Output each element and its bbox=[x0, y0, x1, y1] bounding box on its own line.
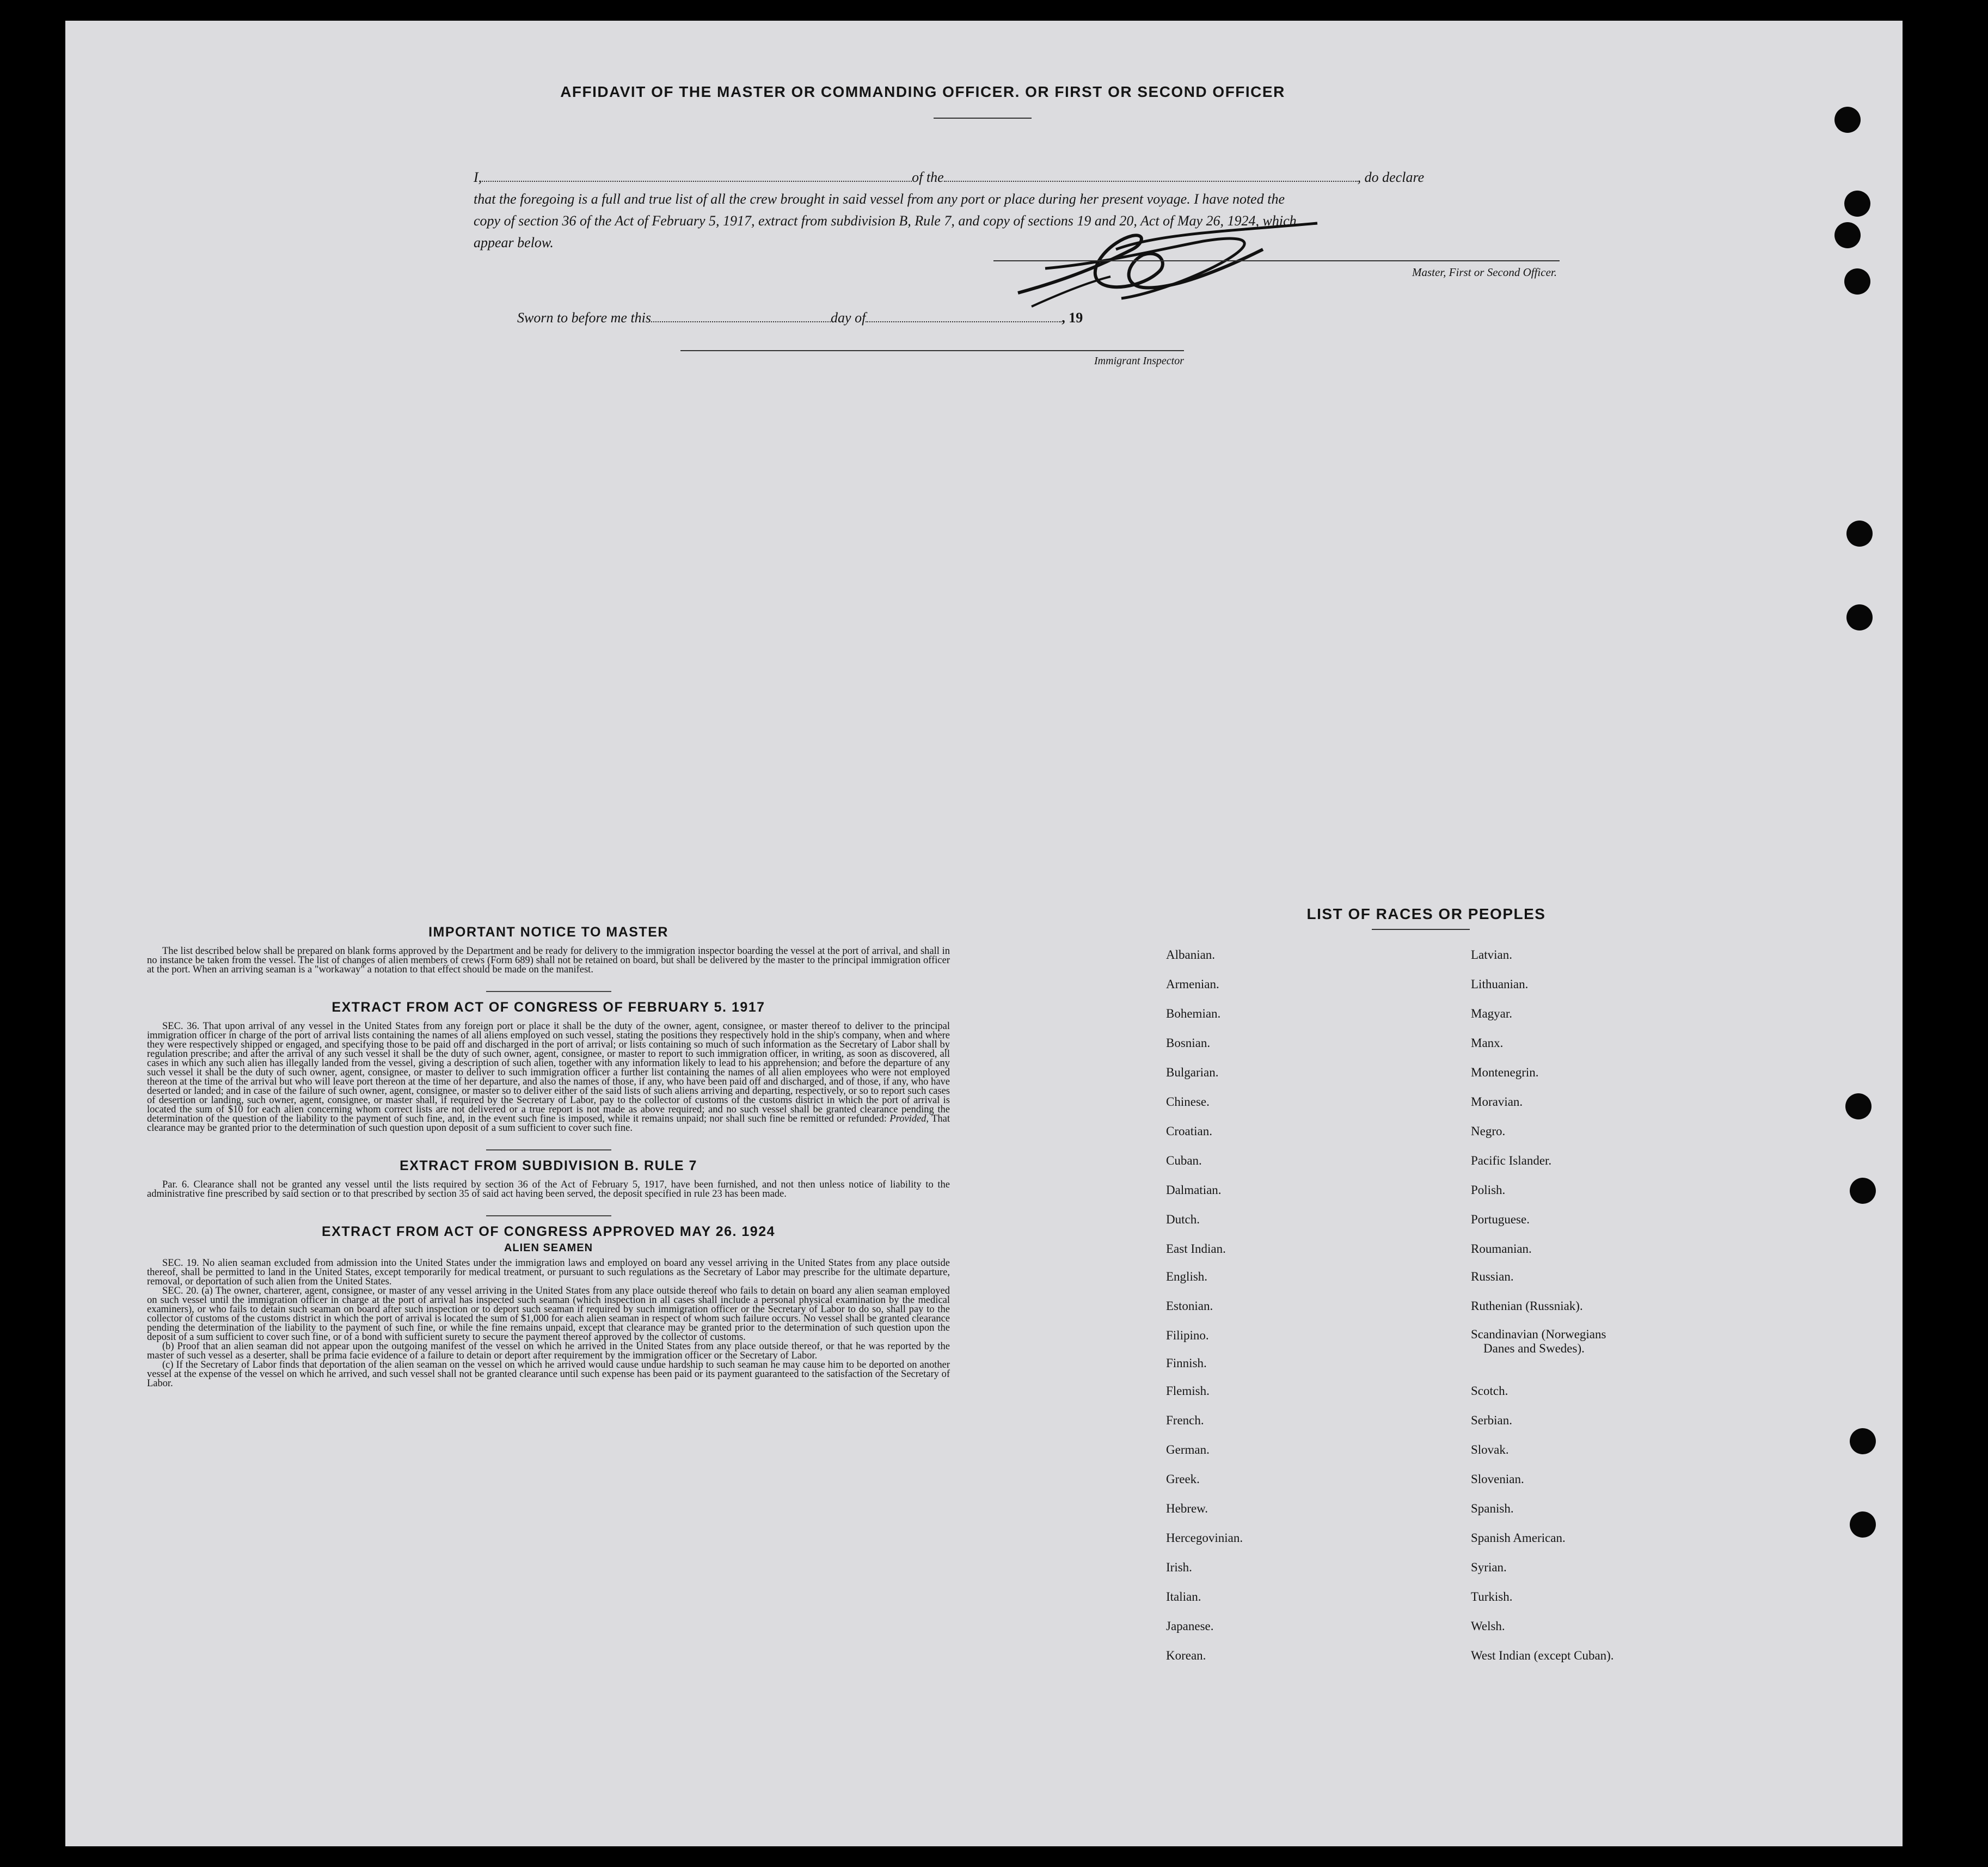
race-item: Slovenian. bbox=[1471, 1472, 1524, 1486]
sec20c-text: (c) If the Secretary of Labor finds that deportation of the alien seaman on the vessel on which he arrived would cause undue hardship to such seaman he may cause him to be deported on another vessel at the expense of the vessel on which he arrived, and such vessel shall not be granted clearance until such expense has been paid or its payment guaranteed to the satisfaction of the Secretary of Labor. bbox=[147, 1360, 950, 1389]
race-item: Japanese. bbox=[1166, 1619, 1214, 1633]
race-item: Magyar. bbox=[1471, 1007, 1513, 1020]
race-item: Estonian. bbox=[1166, 1299, 1213, 1313]
punch-hole bbox=[1846, 521, 1873, 547]
sec20b-text: (b) Proof that an alien seaman did not appear upon the outgoing manifest of the vessel on which he arrived in the United States from any place outside thereof, or that he was reported by the master of such vessel as a deserter, shall be prima facie evidence of a failure to detain or deport after requirement by the immigration officer or the Secretary of Labor. bbox=[147, 1341, 950, 1361]
vessel-name-field[interactable] bbox=[944, 169, 1358, 182]
punch-hole bbox=[1850, 1178, 1876, 1204]
punch-hole bbox=[1850, 1428, 1876, 1454]
sworn-day-of: day of bbox=[831, 310, 866, 326]
race-item: Filipino. bbox=[1166, 1329, 1209, 1342]
race-item: Dutch. bbox=[1166, 1213, 1200, 1226]
divider bbox=[486, 1215, 611, 1216]
punch-hole bbox=[1846, 604, 1873, 631]
race-item: Pacific Islander. bbox=[1471, 1154, 1552, 1167]
race-item: Polish. bbox=[1471, 1183, 1506, 1197]
legal-notice-column bbox=[147, 925, 950, 1388]
punch-hole bbox=[1845, 1093, 1872, 1119]
race-item: Korean. bbox=[1166, 1649, 1206, 1662]
extract-1924-title: EXTRACT FROM ACT OF CONGRESS APPROVED MAY 26. 1924 bbox=[321, 1224, 776, 1239]
race-item: Irish. bbox=[1166, 1560, 1192, 1574]
race-item: Roumanian. bbox=[1471, 1242, 1532, 1256]
race-item: Flemish. bbox=[1166, 1384, 1210, 1398]
punch-hole bbox=[1834, 222, 1861, 248]
sworn-month-field[interactable] bbox=[866, 309, 1062, 322]
sworn-line bbox=[517, 309, 1083, 326]
provided-word: Provided, bbox=[889, 1113, 929, 1124]
race-item: Russian. bbox=[1471, 1270, 1514, 1283]
race-item: West Indian (except Cuban). bbox=[1471, 1649, 1614, 1662]
race-item: Manx. bbox=[1471, 1036, 1504, 1050]
sworn-day-field[interactable] bbox=[651, 309, 831, 322]
sec36-text-end: That clearance may be granted prior to the determination of such question upon deposit of a sum sufficient to cover such fine. bbox=[147, 1113, 950, 1134]
sworn-year: , 19 bbox=[1062, 310, 1083, 326]
divider bbox=[486, 1149, 611, 1150]
extract-1917-text bbox=[147, 1022, 950, 1133]
form-sheet bbox=[65, 21, 1903, 1846]
declaration-line-4: appear below. bbox=[474, 235, 554, 250]
master-signature-label: Master, First or Second Officer. bbox=[1412, 266, 1557, 279]
affidavit-title: AFFIDAVIT OF THE MASTER OR COMMANDING OFFICER. OR FIRST OR SECOND OFFICER bbox=[560, 83, 1285, 100]
race-item: Armenian. bbox=[1166, 977, 1219, 991]
race-item: Slovak. bbox=[1471, 1443, 1509, 1456]
race-item: English. bbox=[1166, 1270, 1208, 1283]
race-item: Negro. bbox=[1471, 1124, 1506, 1138]
declaration-line-2: that the foregoing is a full and true list of all the crew brought in said vessel from any port or place during her present voyage. I have noted the bbox=[474, 191, 1285, 207]
rule7-text: Par. 6. Clearance shall not be granted any vessel until the lists required by section 36 of the Act of February 5, 1917, have been furnished, and not then unless notice of liability to the administrative fine prescribed by said section or to that prescribed by section 35 of said act having been served, the deposit specified in rule 23 has been made. bbox=[147, 1179, 950, 1199]
race-item: Montenegrin. bbox=[1471, 1066, 1539, 1079]
declaration-line-3: copy of section 36 of the Act of February 5, 1917, extract from subdivision B, Rule 7, and copy of sections 19 and 20, Act of May 26, 1924, which bbox=[474, 213, 1297, 229]
race-item: Bohemian. bbox=[1166, 1007, 1221, 1020]
race-item: Turkish. bbox=[1471, 1590, 1513, 1603]
declaration-of-the: of the bbox=[912, 169, 944, 185]
race-item: Albanian. bbox=[1166, 948, 1216, 962]
alien-seamen-subtitle: ALIEN SEAMEN bbox=[504, 1242, 593, 1254]
punch-hole bbox=[1844, 191, 1870, 217]
race-item: Hebrew. bbox=[1166, 1502, 1208, 1515]
divider bbox=[486, 991, 611, 992]
notice-title: IMPORTANT NOTICE TO MASTER bbox=[428, 925, 668, 940]
divider bbox=[1372, 929, 1470, 930]
declaration-do-declare: , do declare bbox=[1357, 169, 1425, 185]
race-item: Serbian. bbox=[1471, 1413, 1513, 1427]
race-item: Hercegovinian. bbox=[1166, 1531, 1243, 1545]
sec36-text: SEC. 36. That upon arrival of any vessel in the United States from any foreign port or place it shall be the duty of the owner, agent, consignee, or master thereof to deliver to the principal immigration officer in charge of the port of arrival lists containing the names of all aliens employed on such vessel, stating the positions they respectively hold in the ship's company, when and where they were respectively shipped or engaged, and specifying those to be paid off and discharged in the port of arrival; or lists containing so much of such information as the Secretary of Labor shall by regulation prescribe; and after the arrival of any such vessel it shall be the duty of such owner, agent, consignee, or master to report to such immigration officer, in writing, as soon as discovered, all cases in which any such alien has illegally landed from the vessel, giving a description of such alien, together with any information likely to lead to his apprehension; and before the departure of any such vessel it shall be the duty of such owner, agent, consignee, or master to deliver to such immigration officer a further list containing the names of all alien employees who were not employed thereon at the time of the arrival but who will leave port thereon at the time of her departure, and also the names of those, if any, who have been paid off and discharged, and of those, if any, who have deserted or landed; and in case of the failure of such owner, agent, consignee, or master so to deliver either of the said lists of such aliens arriving and departing, respectively, or so to report such cases of desertion or landing, such owner, agent, consignee, or master shall, if required by the Secretary of Labor, pay to the collector of customs of the customs district in which the port of arrival is located the sum of $10 for each alien concerning whom correct lists are not delivered or a true report is not made as above required; and no such vessel shall be granted clearance pending the determination of the question of the liability to the payment of such fine, and, in the event such fine is imposed, while it remains unpaid; nor shall such fine be remitted or refunded: bbox=[147, 1021, 950, 1124]
sworn-text: Sworn to before me this bbox=[517, 310, 652, 326]
extract-1917-title: EXTRACT FROM ACT OF CONGRESS OF FEBRUARY 5. 1917 bbox=[332, 1000, 765, 1015]
race-item: Scandinavian (Norwegians Danes and Swedes). bbox=[1471, 1327, 1606, 1355]
race-item: Welsh. bbox=[1471, 1619, 1505, 1633]
race-item: Bulgarian. bbox=[1166, 1066, 1219, 1079]
race-item: Spanish American. bbox=[1471, 1531, 1566, 1545]
race-item: Lithuanian. bbox=[1471, 977, 1529, 991]
race-item: Syrian. bbox=[1471, 1560, 1507, 1574]
notice-text: The list described below shall be prepared on blank forms approved by the Department and be ready for delivery to the immigration inspector boarding the vessel at the port of arrival, and shall in no instance be taken from the vessel. The list of changes of alien members of crews (Form 689) shall not be retained on board, but shall be delivered by the master to the principal immigration officer at the port. When an arriving seaman is a "workaway" a notation to that effect should be made on the manifest. bbox=[147, 946, 950, 975]
race-item: German. bbox=[1166, 1443, 1210, 1456]
master-signature-line[interactable] bbox=[993, 260, 1560, 261]
inspector-label: Immigrant Inspector bbox=[1094, 355, 1184, 367]
inspector-signature-line[interactable] bbox=[680, 350, 1184, 351]
punch-hole bbox=[1850, 1511, 1876, 1538]
race-item: Croatian. bbox=[1166, 1124, 1212, 1138]
race-item: Dalmatian. bbox=[1166, 1183, 1222, 1197]
sec19-text: SEC. 19. No alien seaman excluded from admission into the United States under the immigration laws and employed on board any vessel arriving in the United States from any place outside thereof, shall be permitted to land in the United States, except temporarily for medical treatment, or pursuant to such regulations as the Secretary of Labor may prescribe for the ultimate departure, removal, or deportation of such alien from the United States. bbox=[147, 1258, 950, 1287]
races-title: LIST OF RACES OR PEOPLES bbox=[1306, 905, 1546, 922]
race-item: East Indian. bbox=[1166, 1242, 1226, 1256]
sec20a-text: SEC. 20. (a) The owner, charterer, agent, consignee, or master of any vessel arriving in the United States from any place outside thereof who fails to detain on board any alien seaman employed on such vessel until the immigration officer in charge at the port of arrival has inspected such seaman (which inspection in all cases shall include a personal physical examination by the medical examiners), or who fails to detain such seaman on board after such inspection or to deport such seaman if required by such immigration officer or the Secretary of Labor to do so, shall pay to the collector of customs of the customs district in which the port of arrival is located the sum of $1,000 for each alien seaman in respect of whom such failure occurs. No vessel shall be granted clearance pending the determination of the liability to the payment of such fine, or while the fine remains unpaid, except that clearance may be granted prior to the determination of such question upon the deposit of a sum sufficient to cover such fine, or of a bond with sufficient surety to secure the payment thereof approved by the collector of customs. bbox=[147, 1286, 950, 1343]
race-item: Ruthenian (Russniak). bbox=[1471, 1299, 1583, 1313]
race-item: Greek. bbox=[1166, 1472, 1200, 1486]
race-item: Cuban. bbox=[1166, 1154, 1202, 1167]
race-item: Bosnian. bbox=[1166, 1036, 1211, 1050]
race-item: Latvian. bbox=[1471, 948, 1512, 962]
race-item: French. bbox=[1166, 1413, 1204, 1427]
race-item: Spanish. bbox=[1471, 1502, 1514, 1515]
punch-hole bbox=[1844, 268, 1870, 295]
race-item: Scotch. bbox=[1471, 1384, 1508, 1398]
punch-hole bbox=[1834, 107, 1861, 133]
race-item: Chinese. bbox=[1166, 1095, 1210, 1109]
officer-name-field[interactable] bbox=[482, 169, 912, 182]
race-item: Italian. bbox=[1166, 1590, 1201, 1603]
declaration-i: I, bbox=[474, 169, 482, 185]
race-item: Moravian. bbox=[1471, 1095, 1523, 1109]
rule7-title: EXTRACT FROM SUBDIVISION B. RULE 7 bbox=[400, 1158, 697, 1173]
race-item: Portuguese. bbox=[1471, 1213, 1530, 1226]
race-item: Finnish. bbox=[1166, 1356, 1207, 1370]
divider bbox=[934, 118, 1032, 119]
